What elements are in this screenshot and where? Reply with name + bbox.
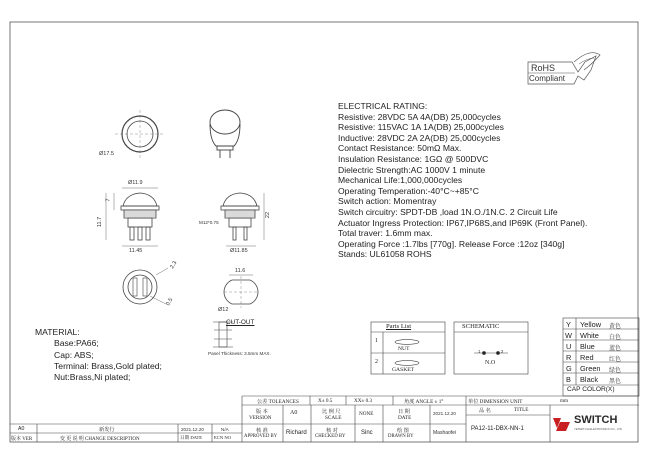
side-view <box>221 193 264 246</box>
electrical-line: Contact Resistance: 50mΩ Max. <box>338 143 462 154</box>
color-code: R <box>566 353 572 362</box>
color-name-cn: 红色 <box>609 356 622 363</box>
part-no: 1 <box>375 338 378 344</box>
dim-base-width: 11.45 <box>129 248 143 254</box>
top-view <box>115 110 165 158</box>
part-name: GASKET <box>392 367 415 373</box>
electrical-line: Inductive: 28VDC 2A 2A(DB) 25,000cycles <box>338 132 501 143</box>
parts-list-title: Parts List <box>386 323 412 330</box>
dim-thread: M12*0.75 <box>199 220 219 225</box>
dim-cut-width: 11.6 <box>235 268 246 274</box>
title-label: TITLE <box>514 407 529 413</box>
version-label: VERSION <box>249 415 272 421</box>
part-number: PA12-11-DBX-NN-1 <box>471 426 524 432</box>
color-name: Blue <box>580 342 595 351</box>
electrical-line: Stands: UL61058 ROHS <box>338 249 432 260</box>
dim-side-dia: Ø11.85 <box>230 248 248 254</box>
material-line: Base:PA66; <box>54 338 99 349</box>
electrical-line: Dielectric Strength:AC 1000V 1 minute <box>338 164 486 175</box>
scale-value: NONE <box>359 411 374 417</box>
electrical-rating <box>338 101 587 260</box>
color-name: Yellow <box>580 320 602 329</box>
rev-version: A0 <box>18 426 25 432</box>
electrical-heading: ELECTRICAL RATING: <box>338 101 428 111</box>
bottom-view <box>123 268 168 304</box>
electrical-line: Switch action: Momentray <box>338 196 437 207</box>
company-logo <box>553 418 570 431</box>
version-value: A0 <box>290 410 298 416</box>
unit-label: 单位 DIMENSION UNIT <box>468 399 523 405</box>
cutout-view <box>224 275 258 308</box>
unit-value: mm <box>560 398 569 404</box>
approved-value: Richard <box>286 430 307 436</box>
color-code: B <box>566 375 571 384</box>
color-table <box>563 318 639 396</box>
color-name-cn: 绿色 <box>609 367 622 374</box>
drawn-value: Mashaofei <box>433 430 457 436</box>
approved-label: APPROVED BY <box>244 434 278 439</box>
electrical-line: Actuator Ingress Protection: IP67,IP68S,and IP69K (Front Panel). <box>338 217 588 228</box>
drawn-label-cn: 绘 图 <box>397 428 409 434</box>
color-name-cn: 黑色 <box>609 378 622 385</box>
tolerance-label: 公差 TOLEANCES <box>257 399 299 405</box>
scale-label: SCALE <box>325 415 342 421</box>
color-name: Green <box>580 364 601 373</box>
dim-h22: 22 <box>265 211 272 219</box>
part-no: 2 <box>375 359 378 365</box>
header-change: 变 更 说 明 CHANGE DESCRIPTION <box>60 437 140 442</box>
rev-ecn: N/A <box>221 427 229 432</box>
dim-2-3: 2.3 <box>169 260 179 270</box>
schematic-title: SCHEMATIC <box>462 323 500 330</box>
electrical-line: Total traver: 1.6mm max. <box>338 228 433 239</box>
panel-thickness-note: Panel Thickness: 3.5mm MAX. <box>208 351 271 356</box>
version-label-cn: 版 本 <box>256 409 268 415</box>
material-line: Cap: ABS; <box>54 349 94 360</box>
header-version: 版本 VER <box>11 437 33 442</box>
drawn-label: DRAWN BY <box>388 434 414 439</box>
header-ecn: ECN NO <box>214 435 231 440</box>
dim-0-5: 0.5 <box>165 297 175 307</box>
front-view <box>106 188 159 246</box>
date-value: 2021.12.20 <box>433 411 456 416</box>
isometric-view <box>210 110 240 158</box>
color-name: Black <box>580 375 599 384</box>
electrical-line: Switch circuitry: SPDT-DB ,load 1N.O./1N.C. 2 Circuit Life <box>338 206 558 217</box>
checked-value: Sinc <box>361 430 373 436</box>
material-line: Terminal: Brass,Gold plated; <box>54 360 162 371</box>
date-label-cn: 日 期 <box>398 409 410 415</box>
color-name: White <box>580 331 599 340</box>
color-code: U <box>566 342 572 351</box>
color-name: Red <box>580 353 594 362</box>
electrical-line: Resistive: 28VDC 5A 4A(DB) 25,000cycles <box>338 111 501 122</box>
tolerance-x: X± 0.5 <box>318 398 333 404</box>
color-name-cn: 蓝色 <box>609 345 622 352</box>
schematic-label: N.O <box>485 360 496 366</box>
approved-label-cn: 核 准 <box>256 428 268 434</box>
electrical-line: Operating Temperation:-40°C~+85°C <box>338 185 479 196</box>
angle-tolerance: 角度 ANGLE ± 1° <box>404 399 444 405</box>
dim-cut-dia: Ø12 <box>218 307 229 313</box>
color-name-cn: 黄色 <box>609 323 622 330</box>
dim-top-dia: Ø17.5 <box>99 151 114 157</box>
color-table-footer: CAP COLOR(X) <box>567 386 615 393</box>
color-code: Y <box>566 320 571 329</box>
scale-label-cn: 比 例 尺 <box>322 409 341 415</box>
dim-head-dia: Ø11.9 <box>128 180 143 186</box>
material-line: Nut:Brass,Ni plated; <box>54 372 131 383</box>
date-label: DATE <box>398 415 412 421</box>
checked-label-cn: 核 对 <box>326 428 338 434</box>
checked-label: CHECKED BY <box>315 434 346 439</box>
title-label-cn: 品 名 <box>479 408 491 414</box>
electrical-line: Resistive: 115VAC 1A 1A(DB) 25,000cycles <box>338 122 504 133</box>
color-name-cn: 白色 <box>609 334 622 341</box>
rohs-text: RoHS <box>531 63 556 73</box>
material-heading: MATERIAL: <box>35 327 80 337</box>
electrical-line: Insulation Resistance: 1GΩ @ 500DVC <box>338 153 489 164</box>
schematic-pin-2: 2 <box>501 349 504 354</box>
color-code: W <box>565 331 572 340</box>
cutout-label: CUT-OUT <box>226 319 255 326</box>
part-name: NUT <box>398 346 410 352</box>
material-block <box>35 327 162 383</box>
rev-description: 新发行 <box>99 427 115 433</box>
logo-subtitle: YESWITCH ELECTRONICS CO., LTD <box>574 427 622 431</box>
schematic-pin-1: 1 <box>478 349 481 354</box>
rev-date: 2021.12.20 <box>181 427 204 432</box>
header-date: 日期 DATE <box>180 435 203 440</box>
dim-h7: 7 <box>105 198 112 202</box>
tolerance-xx: XX± 0.3 <box>354 398 373 404</box>
electrical-line: Operating Force :1.7lbs [770g]. Release Force :12oz [340g] <box>338 238 565 249</box>
color-code: G <box>566 364 572 373</box>
dim-h117: 11.7 <box>97 216 104 228</box>
rohs-compliant-text: Compliant <box>529 74 566 83</box>
electrical-line: Mechanical Life:1,000,000cycles <box>338 175 463 186</box>
logo-text: SWITCH <box>574 414 618 426</box>
